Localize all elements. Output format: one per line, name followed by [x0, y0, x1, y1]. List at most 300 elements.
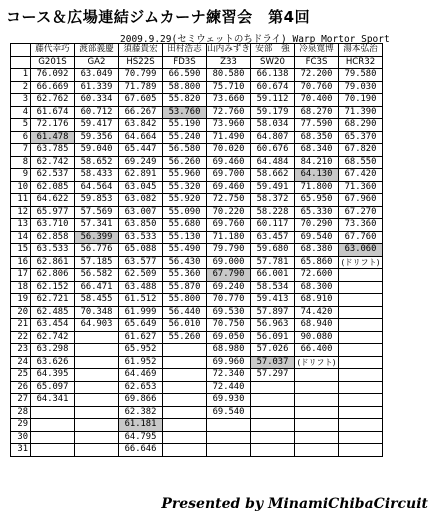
- lap-number: 20: [11, 306, 31, 319]
- lap-time: [339, 319, 383, 332]
- lap-time: [339, 444, 383, 457]
- lap-time: 55.130: [163, 231, 207, 244]
- lap-time: 60.334: [75, 94, 119, 107]
- lap-time: [31, 419, 75, 432]
- corner-cell: [11, 44, 31, 57]
- lap-time: [295, 406, 339, 419]
- lap-time: 68.350: [295, 131, 339, 144]
- lap-time: 72.760: [207, 106, 251, 119]
- lap-time: 69.249: [119, 156, 163, 169]
- lap-time: 70.750: [207, 319, 251, 332]
- car-model: HCR32: [339, 56, 383, 69]
- lap-time: 90.080: [295, 331, 339, 344]
- lap-time: 61.999: [119, 306, 163, 319]
- lap-time: [31, 444, 75, 457]
- lap-number: 25: [11, 369, 31, 382]
- lap-time: 56.440: [163, 306, 207, 319]
- lap-time: 62.742: [31, 156, 75, 169]
- best-lap-time: 64.130: [295, 169, 339, 182]
- lap-time: [339, 281, 383, 294]
- lap-time: 60.117: [251, 219, 295, 232]
- lap-time: 69.000: [207, 256, 251, 269]
- lap-times-table: [10, 43, 383, 457]
- lap-time: 65.330: [295, 206, 339, 219]
- lap-time: [75, 444, 119, 457]
- lap-time: 70.770: [207, 294, 251, 307]
- lap-time: 62.891: [119, 169, 163, 182]
- lap-time: 59.680: [251, 244, 295, 257]
- lap-time: 57.297: [251, 369, 295, 382]
- lap-time: 69.460: [207, 181, 251, 194]
- lap-time: 70.290: [295, 219, 339, 232]
- lap-number: 31: [11, 444, 31, 457]
- lap-time: 68.910: [295, 294, 339, 307]
- lap-number: 19: [11, 294, 31, 307]
- lap-time: 66.471: [75, 281, 119, 294]
- lap-time: [75, 394, 119, 407]
- lap-time: [31, 406, 75, 419]
- driver-name: 山内みずき: [207, 44, 250, 54]
- lap-time: 69.530: [207, 306, 251, 319]
- lap-time: [207, 444, 251, 457]
- lap-time: [339, 431, 383, 444]
- lap-time: [339, 394, 383, 407]
- lap-row: [11, 194, 383, 207]
- event-subtitle: 2009.9.29(セミウェットのちドライ) Warp Mortor Sport: [120, 34, 390, 45]
- lap-time: 63.577: [119, 256, 163, 269]
- lap-time: 55.240: [163, 131, 207, 144]
- lap-time: 64.795: [119, 431, 163, 444]
- lap-time: [163, 406, 207, 419]
- lap-time: [31, 431, 75, 444]
- lap-time: 63.488: [119, 281, 163, 294]
- lap-time: 72.750: [207, 194, 251, 207]
- lap-time: 68.290: [339, 119, 383, 132]
- lap-row: [11, 394, 383, 407]
- lap-time: [163, 369, 207, 382]
- lap-time: 72.176: [31, 119, 75, 132]
- lap-time: 63.045: [119, 181, 163, 194]
- lap-number: 14: [11, 231, 31, 244]
- lap-number: 16: [11, 256, 31, 269]
- lap-time: 61.512: [119, 294, 163, 307]
- lap-time: [163, 431, 207, 444]
- lap-time: 56.010: [163, 319, 207, 332]
- lap-row: [11, 369, 383, 382]
- lap-time: 61.627: [119, 331, 163, 344]
- lap-number: 8: [11, 156, 31, 169]
- lap-time: 57.781: [251, 256, 295, 269]
- lap-time: 56.430: [163, 256, 207, 269]
- lap-time: [251, 381, 295, 394]
- lap-time: 65.860: [295, 256, 339, 269]
- lap-time: [339, 294, 383, 307]
- lap-row: [11, 431, 383, 444]
- driver-name: 渡部義慶: [75, 44, 119, 57]
- lap-time: 59.413: [251, 294, 295, 307]
- lap-time: 71.180: [207, 231, 251, 244]
- car-model: SW20: [251, 56, 295, 69]
- lap-row: [11, 231, 383, 244]
- car-model-row: [11, 56, 383, 69]
- car-model: FD3S: [163, 56, 207, 69]
- lap-time: 65.950: [295, 194, 339, 207]
- lap-time: 63.626: [31, 356, 75, 369]
- lap-time: [339, 331, 383, 344]
- lap-time: 59.356: [75, 131, 119, 144]
- lap-time: 59.112: [251, 94, 295, 107]
- lap-time: [295, 444, 339, 457]
- lap-time: 70.760: [295, 81, 339, 94]
- lap-time: [339, 356, 383, 369]
- lap-time: [207, 431, 251, 444]
- lap-time: 62.537: [31, 169, 75, 182]
- lap-time: 64.484: [251, 156, 295, 169]
- lap-time: 55.680: [163, 219, 207, 232]
- lap-time: 66.590: [163, 69, 207, 82]
- lap-time: [75, 356, 119, 369]
- lap-time: 57.185: [75, 256, 119, 269]
- best-lap-time: 61.478: [31, 131, 75, 144]
- lap-row: [11, 206, 383, 219]
- lap-row: [11, 256, 383, 269]
- car-model: GA2: [75, 56, 119, 69]
- lap-time: 63.850: [119, 219, 163, 232]
- lap-time: 66.138: [251, 69, 295, 82]
- lap-time: 62.382: [119, 406, 163, 419]
- lap-number: 18: [11, 281, 31, 294]
- lap-number: 1: [11, 69, 31, 82]
- lap-time: 67.605: [119, 94, 163, 107]
- lap-time: 65.088: [119, 244, 163, 257]
- lap-time: [251, 394, 295, 407]
- lap-time: (ドリフト): [295, 356, 339, 369]
- lap-time: 55.260: [163, 331, 207, 344]
- lap-time: 57.026: [251, 344, 295, 357]
- lap-time: [339, 419, 383, 432]
- lap-time: 59.179: [251, 106, 295, 119]
- lap-time: 62.485: [31, 306, 75, 319]
- lap-time: 71.789: [119, 81, 163, 94]
- lap-time: 62.721: [31, 294, 75, 307]
- lap-time: 69.050: [207, 331, 251, 344]
- best-lap-time: 57.037: [251, 356, 295, 369]
- lap-time: 62.861: [31, 256, 75, 269]
- lap-time: [295, 419, 339, 432]
- lap-row: [11, 181, 383, 194]
- driver-name: 須藤貴宏: [119, 44, 163, 57]
- lap-number: 28: [11, 406, 31, 419]
- lap-time: 63.049: [75, 69, 119, 82]
- lap-time: 58.433: [75, 169, 119, 182]
- lap-time: 62.762: [31, 94, 75, 107]
- lap-time: 56.776: [75, 244, 119, 257]
- lap-time: 70.020: [207, 144, 251, 157]
- lap-time: 63.710: [31, 219, 75, 232]
- lap-time: 63.082: [119, 194, 163, 207]
- lap-time: 57.569: [75, 206, 119, 219]
- lap-time: 62.509: [119, 269, 163, 282]
- driver-name: 藤代幸巧: [31, 44, 75, 57]
- lap-time: 64.622: [31, 194, 75, 207]
- lap-row: [11, 319, 383, 332]
- lap-time: 66.001: [251, 269, 295, 282]
- lap-time: 58.652: [75, 156, 119, 169]
- lap-time: 66.400: [295, 344, 339, 357]
- best-lap-time: 63.060: [339, 244, 383, 257]
- lap-time: 73.360: [339, 219, 383, 232]
- lap-time: 56.582: [75, 269, 119, 282]
- lap-time: 63.298: [31, 344, 75, 357]
- lap-number: 7: [11, 144, 31, 157]
- lap-time: (ドリフト): [339, 256, 383, 269]
- lap-time: 62.858: [31, 231, 75, 244]
- lap-number: 17: [11, 269, 31, 282]
- lap-time: [339, 344, 383, 357]
- lap-time: [295, 394, 339, 407]
- lap-time: [163, 419, 207, 432]
- lap-time: 56.580: [163, 144, 207, 157]
- lap-number: 30: [11, 431, 31, 444]
- lap-time: 68.550: [339, 156, 383, 169]
- lap-time: [75, 406, 119, 419]
- lap-time: [75, 381, 119, 394]
- lap-time: 65.370: [339, 131, 383, 144]
- driver-name: 冷泉寛博: [295, 44, 339, 57]
- lap-time: 63.454: [31, 319, 75, 332]
- best-lap-time: 61.181: [119, 419, 163, 432]
- lap-time: 69.540: [295, 231, 339, 244]
- lap-time: 55.090: [163, 206, 207, 219]
- lap-time: 65.447: [119, 144, 163, 157]
- lap-time: 72.600: [295, 269, 339, 282]
- lap-time: 67.270: [339, 206, 383, 219]
- lap-time: 67.960: [339, 194, 383, 207]
- lap-time: 64.341: [31, 394, 75, 407]
- lap-number: 12: [11, 206, 31, 219]
- lap-time: 69.460: [207, 156, 251, 169]
- lap-number: 13: [11, 219, 31, 232]
- lap-time: [75, 344, 119, 357]
- lap-row: [11, 219, 383, 232]
- lap-time: 65.649: [119, 319, 163, 332]
- lap-time: 77.590: [295, 119, 339, 132]
- lap-time: [75, 331, 119, 344]
- lap-row: [11, 294, 383, 307]
- lap-time: 75.710: [207, 81, 251, 94]
- driver-name: 田村浩志: [163, 44, 207, 57]
- lap-time: 58.534: [251, 281, 295, 294]
- lap-time: 73.660: [207, 94, 251, 107]
- lap-time: 72.200: [295, 69, 339, 82]
- lap-time: 69.760: [207, 219, 251, 232]
- lap-time: 64.469: [119, 369, 163, 382]
- lap-number: 11: [11, 194, 31, 207]
- lap-time: [339, 269, 383, 282]
- lap-row: [11, 119, 383, 132]
- lap-time: 74.420: [295, 306, 339, 319]
- lap-time: 68.980: [207, 344, 251, 357]
- lap-time: 70.348: [75, 306, 119, 319]
- lap-number: 6: [11, 131, 31, 144]
- lap-row: [11, 356, 383, 369]
- lap-time: 60.674: [251, 81, 295, 94]
- lap-time: 63.533: [31, 244, 75, 257]
- lap-time: 55.490: [163, 244, 207, 257]
- lap-row: [11, 419, 383, 432]
- lap-time: 63.457: [251, 231, 295, 244]
- lap-time: 61.952: [119, 356, 163, 369]
- lap-time: 65.977: [31, 206, 75, 219]
- lap-time: 60.676: [251, 144, 295, 157]
- lap-number: 2: [11, 81, 31, 94]
- lap-time: 58.662: [251, 169, 295, 182]
- lap-time: [339, 306, 383, 319]
- lap-row: [11, 331, 383, 344]
- lap-row: [11, 156, 383, 169]
- lap-time: 56.963: [251, 319, 295, 332]
- lap-time: 58.034: [251, 119, 295, 132]
- lap-time: 69.866: [119, 394, 163, 407]
- lap-time: 62.152: [31, 281, 75, 294]
- lap-time: 57.341: [75, 219, 119, 232]
- lap-time: 63.785: [31, 144, 75, 157]
- lap-time: 66.669: [31, 81, 75, 94]
- lap-time: 68.270: [295, 106, 339, 119]
- lap-time: 69.700: [207, 169, 251, 182]
- lap-row: [11, 244, 383, 257]
- lap-time: 70.220: [207, 206, 251, 219]
- lap-number: 26: [11, 381, 31, 394]
- driver-name: 安部 強: [251, 44, 295, 57]
- lap-time: 68.340: [295, 144, 339, 157]
- lap-time: 66.267: [119, 106, 163, 119]
- lap-time: 55.190: [163, 119, 207, 132]
- lap-number: 4: [11, 106, 31, 119]
- lap-time: 62.653: [119, 381, 163, 394]
- lap-time: 62.742: [31, 331, 75, 344]
- lap-row: [11, 406, 383, 419]
- lap-time: 79.030: [339, 81, 383, 94]
- lap-time: [207, 419, 251, 432]
- lap-time: 73.960: [207, 119, 251, 132]
- lap-time: 63.007: [119, 206, 163, 219]
- lap-row: [11, 269, 383, 282]
- lap-time: [251, 419, 295, 432]
- lap-time: 62.085: [31, 181, 75, 194]
- lap-time: 71.800: [295, 181, 339, 194]
- lap-time: 64.564: [75, 181, 119, 194]
- lap-number: 29: [11, 419, 31, 432]
- lap-time: 60.712: [75, 106, 119, 119]
- lap-time: 79.580: [339, 69, 383, 82]
- lap-time: 58.455: [75, 294, 119, 307]
- lap-time: 68.940: [295, 319, 339, 332]
- lap-time: 76.092: [31, 69, 75, 82]
- lap-time: 61.674: [31, 106, 75, 119]
- lap-time: [75, 369, 119, 382]
- lap-row: [11, 281, 383, 294]
- footer-credit: Presented by MinamiChibaCircuit: [161, 496, 428, 512]
- lap-time: 71.360: [339, 181, 383, 194]
- lap-number: 3: [11, 94, 31, 107]
- lap-row: [11, 381, 383, 394]
- lap-time: 70.400: [295, 94, 339, 107]
- lap-time: 55.820: [163, 94, 207, 107]
- lap-time: [163, 444, 207, 457]
- lap-time: 63.533: [119, 231, 163, 244]
- lap-time: 55.800: [163, 294, 207, 307]
- lap-time: 61.339: [75, 81, 119, 94]
- lap-time: 56.091: [251, 331, 295, 344]
- car-model: FC3S: [295, 56, 339, 69]
- lap-time: 56.260: [163, 156, 207, 169]
- lap-time: 72.440: [207, 381, 251, 394]
- lap-number: 23: [11, 344, 31, 357]
- lap-row: [11, 94, 383, 107]
- lap-time: 55.320: [163, 181, 207, 194]
- lap-time: 79.790: [207, 244, 251, 257]
- lap-time: 64.395: [31, 369, 75, 382]
- lap-time: 59.491: [251, 181, 295, 194]
- lap-row: [11, 69, 383, 82]
- lap-row: [11, 444, 383, 457]
- lap-time: 63.842: [119, 119, 163, 132]
- car-model: G201S: [31, 56, 75, 69]
- lap-time: 55.360: [163, 269, 207, 282]
- lap-time: 59.417: [75, 119, 119, 132]
- lap-time: 84.210: [295, 156, 339, 169]
- lap-row: [11, 306, 383, 319]
- lap-time: 64.903: [75, 319, 119, 332]
- lap-time: 58.800: [163, 81, 207, 94]
- lap-time: 70.190: [339, 94, 383, 107]
- lap-time: 65.097: [31, 381, 75, 394]
- lap-time: [251, 431, 295, 444]
- lap-time: [339, 381, 383, 394]
- lap-time: [163, 344, 207, 357]
- lap-time: 64.807: [251, 131, 295, 144]
- lap-time: 67.760: [339, 231, 383, 244]
- lap-row: [11, 169, 383, 182]
- lap-time: 59.853: [75, 194, 119, 207]
- lap-time: 69.960: [207, 356, 251, 369]
- lap-time: 55.960: [163, 169, 207, 182]
- lap-time: 72.340: [207, 369, 251, 382]
- lap-time: [251, 406, 295, 419]
- lap-time: [163, 394, 207, 407]
- lap-time: 58.228: [251, 206, 295, 219]
- lap-time: [339, 406, 383, 419]
- lap-time: [75, 431, 119, 444]
- lap-time: [339, 369, 383, 382]
- lap-time: 68.380: [295, 244, 339, 257]
- lap-row: [11, 144, 383, 157]
- lap-time: 64.664: [119, 131, 163, 144]
- lap-row: [11, 344, 383, 357]
- lap-time: 67.420: [339, 169, 383, 182]
- driver-name-row: [11, 44, 383, 57]
- car-model: Z33: [207, 56, 251, 69]
- lap-time: [75, 419, 119, 432]
- lap-time: 67.820: [339, 144, 383, 157]
- corner-cell: [11, 56, 31, 69]
- lap-number: 22: [11, 331, 31, 344]
- lap-time: 80.580: [207, 69, 251, 82]
- lap-time: 62.806: [31, 269, 75, 282]
- lap-number: 21: [11, 319, 31, 332]
- lap-time: 66.646: [119, 444, 163, 457]
